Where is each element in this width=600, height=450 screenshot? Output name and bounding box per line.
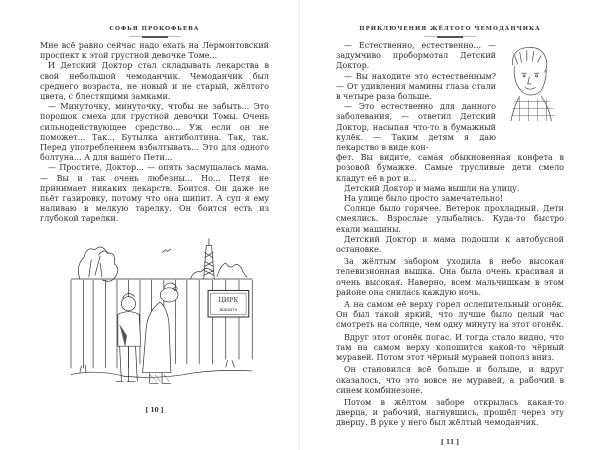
running-head-title: ПРИКЛЮЧЕНИЯ ЖЁЛТОГО ЧЕМОДАНЧИКА: [359, 26, 541, 32]
circus-sign-label: ЦИРК: [218, 296, 238, 304]
boy-portrait-illustration: [502, 41, 564, 125]
paragraph: Детский Доктор и мама подошли к автобусной остановке.: [336, 234, 564, 255]
paragraph: фет. Вы видите, самая обыкновенная конфета в розовой бумажке. Самые трусливые дети смело кладут её в рот и...: [336, 153, 564, 183]
right-page: [300, 0, 600, 450]
right-page-text-bottom: [336, 153, 564, 428]
street-illustration: [40, 233, 270, 401]
fence-scene-drawing: [40, 233, 270, 401]
paragraph: За жёлтым забором уходила в небо высокая телевизионная вышка. Она была очень красивая и очень высокая. Наверно, всем мальчишкам в этом районе она снилась каждую ночь.: [336, 257, 564, 297]
left-page-text: [40, 41, 269, 225]
running-head-author: СОФЬЯ ПРОКОФЬЕВА: [109, 26, 200, 32]
header-rule: [424, 36, 476, 37]
paragraph: Он становился всё больше и больше, и вдруг оказалось, что это вовсе не муравей, а рабочий в синем комбинезоне.: [336, 365, 564, 395]
page-number: [ 10 ]: [145, 406, 164, 414]
circus-sign-sublabel: шапито: [219, 307, 237, 313]
paragraph: — Естественно, естественно... — задумчиво пробормотал Детский Доктор.: [336, 41, 496, 71]
paragraph: — Минуточку, минуточку, чтобы не забыть... Это порошок смеха для грустной девочки Томы. Очень сильнодействующее средство... Уж если он не поможет... Так... Бутылка антиболтина. Так, так. Перед употреблением взбалтывать... Это для одного болтуна... А для вашего Пети...: [40, 102, 269, 163]
paragraph: — Это естественно для данного заболевания, — ответил Детский Доктор, насыпая что-то в бумажный кулёк. — Таким детям я даю лекарство в виде кон-: [336, 102, 496, 153]
paragraph: Потом в жёлтом заборе открылась какая-то дверца, и рабочий, нагнувшись, прошёл через эту дверцу. В руке у него был жёлтый чемоданчик.: [336, 397, 564, 428]
paragraph: И Детский Доктор стал складывать лекарства в свой небольшой чемоданчик. Чемоданчик был среднего возраста, не новый и не старый, жёлтого цвета, с блестящими замками.: [40, 61, 269, 102]
paragraph: Мне всё равно сейчас надо ехать на Лермонтовский проспект к этой грустной девочке Томе...: [40, 41, 269, 61]
paragraph: Солнце было горячее. Ветерок прохладный. Дети смеялись. Взрослые улыбались. Куда-то быстро ехали машины.: [336, 204, 564, 234]
paragraph: — Простите, Доктор... — опять засмущалась мама. — Вы и так очень любезны... Но... Петя не принимает никаких лекарств. Боится. Он даже не пьёт газировку, потому что она шипит. А суп я ему наливаю в мелкую тарелку. Он боится есть из глубокой тарелки.: [40, 163, 269, 224]
paragraph: На улице было просто замечательно!: [344, 194, 504, 204]
boy-portrait-drawing: [502, 41, 564, 125]
paragraph: Детский Доктор и мама вышли на улицу.: [344, 183, 520, 193]
right-page-text-top: [336, 41, 496, 153]
paragraph: Вдруг этот огонёк погас. И тогда стало видно, что там на самом верху копошится какой-то чёрный муравей. Потом этот чёрный муравей пополз вниз.: [336, 332, 564, 363]
page-number: [ 11 ]: [440, 438, 460, 446]
paragraph: А на самом её верху горел ослепительный огонёк. Он был такой яркий, что лучше было целый час смотреть на солнце, чем одну минуту на этот огонёк.: [336, 300, 564, 330]
paragraph: — Вы находите это естественным? — От удивления мамины глаза стали в четыре раза больше.: [336, 71, 496, 102]
right-page-top-row: [336, 41, 564, 153]
header-rule: [129, 36, 181, 37]
